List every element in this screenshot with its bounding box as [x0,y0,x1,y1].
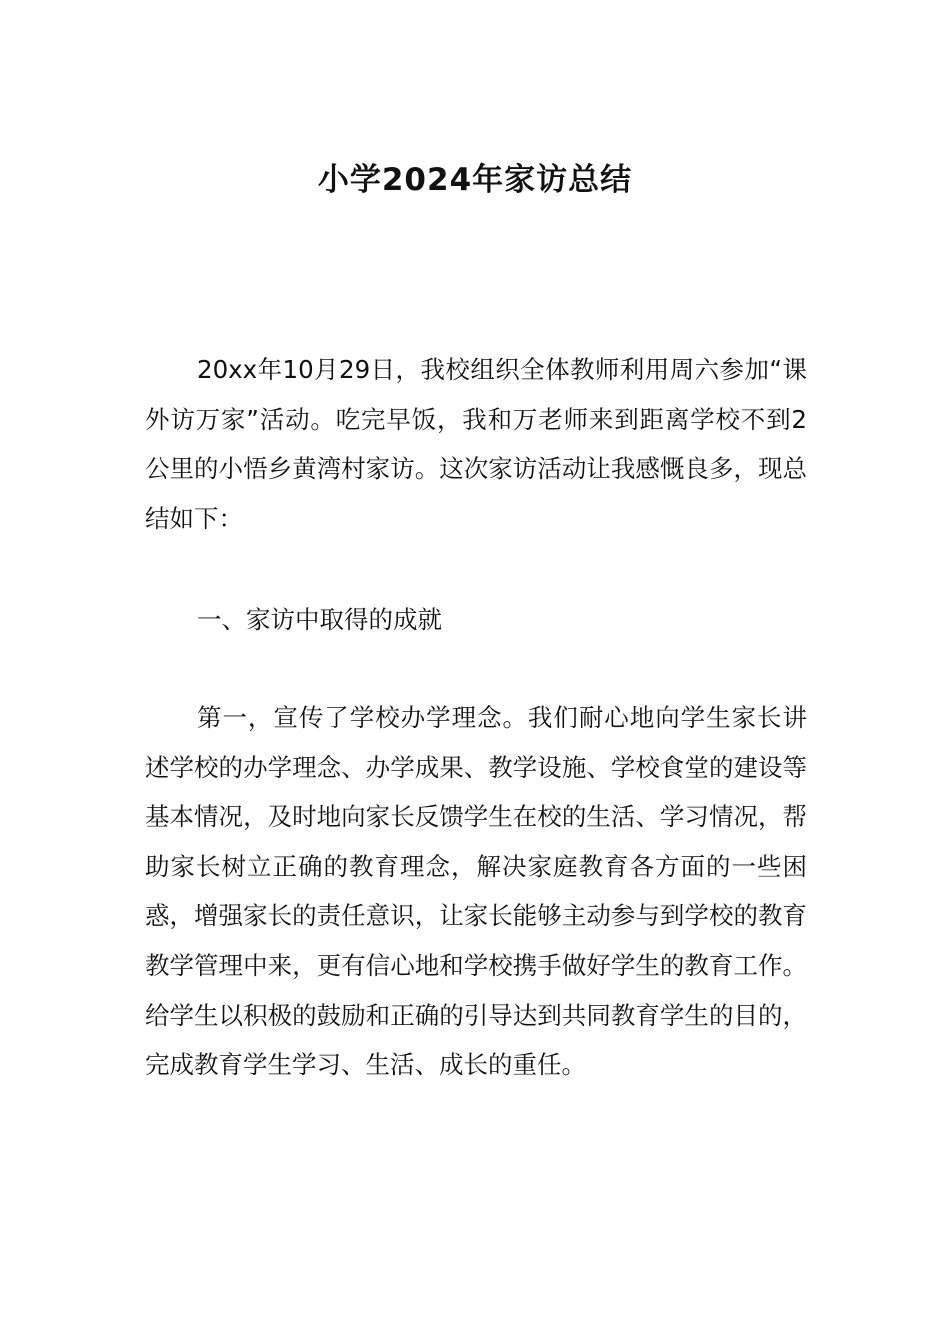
document-title: 小学2024年家访总结 [317,162,633,198]
section-heading: 一、家访中取得的成就 [197,605,442,634]
intro-paragraph: 20xx年10月29日，我校组织全体教师利用周六参加“课外访万家”活动。吃完早饭，我和万老师来到距离学校不到2公里的小悟乡黄湾村家访。这次家访活动让我感慨良多，现总结如下： [145,355,807,533]
body-paragraph: 第一，宣传了学校办学理念。我们耐心地向学生家长讲述学校的办学理念、办学成果、教学设施、学校食堂的建设等基本情况，及时地向家长反馈学生在校的生活、学习情况，帮助家长树立正确的教育理念，解决家庭教育各方面的一些困惑，增强家长的责任意识，让家长能够主动参与到学校的教育教学管理中来，更有信心地和学校携手做好学生的教育工作。给学生以积极的鼓励和正确的引导达到共同教育学生的目的，完成教育学生学习、生活、成长的重任。 [145,703,807,1080]
